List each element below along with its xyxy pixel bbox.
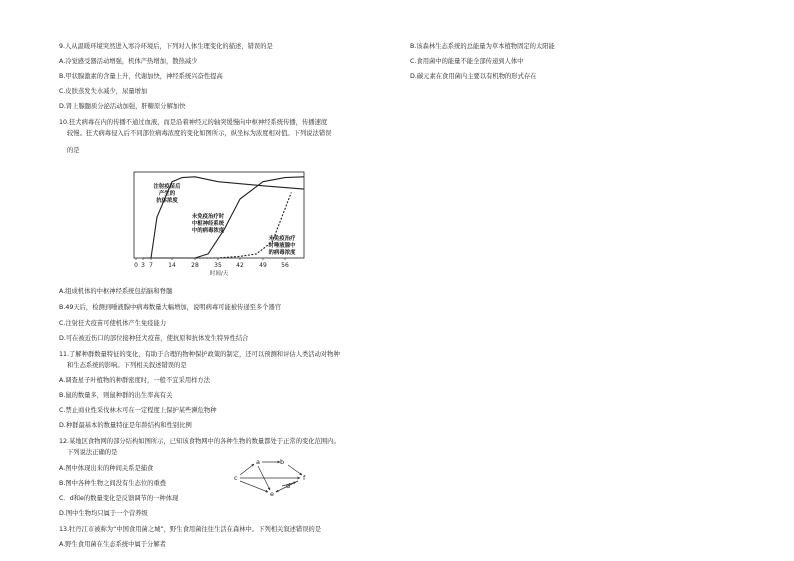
antibody-label: 抗体浓度: [156, 198, 178, 204]
q13-option-c: C.食用菌中的能量不能全部传递到人体中: [410, 58, 524, 65]
q13-stem: 13.牡丹江市被称为“中国食用菌之城”，野生食用菌往往生活在森林中。下列相关叙述错误的是: [59, 526, 322, 533]
saliva-virus-label: 时唾液腺中: [268, 243, 296, 249]
x-tick-label: 35: [214, 262, 222, 269]
q13-option-b: B.该森林生态系统的总能量为草本植物固定的太阳能: [410, 43, 555, 50]
q11-option-b: B.鼠的数量多，则鼠种群的出生率高有关: [59, 392, 173, 399]
x-tick-label: 7: [149, 262, 153, 269]
q12-option-d: D.图中生物均只属于一个营养级: [59, 510, 148, 517]
q10-stem-line1: 10.狂犬病毒在内的传播不通过血液，而是沿着神经元的轴突缓慢向中枢神经系统传播，传播速度: [59, 119, 328, 126]
q10-option-d: D.可在被近伤口的部位接种狂犬疫苗，使抗原和抗体发生特异性结合: [59, 335, 249, 342]
q10-option-a: A.组成机体的中枢神经系统包括脑和脊髓: [59, 288, 173, 295]
q12-option-c: C．d和e的数量变化是反馈调节的一种体现: [59, 495, 179, 502]
saliva-virus-label: 的病毒浓度: [268, 250, 296, 256]
x-tick-label: 0: [134, 262, 138, 269]
q11-option-a: A.调查星子叶植物的种群密度时，一般不宜采用样方法: [59, 377, 211, 384]
food-web-node-f: f: [303, 474, 306, 482]
saliva-virus-label: 未免疫治疗: [268, 236, 296, 242]
q10-option-c: C.注射狂犬疫苗可使机体产生免疫能力: [59, 320, 167, 327]
q12-option-b: B.图中各种生物之间没有生态位的重叠: [59, 480, 167, 487]
x-tick-label: 28: [191, 262, 199, 269]
x-tick-label: 3: [141, 262, 145, 269]
cns-virus-label: 中枢神经系统: [191, 221, 225, 227]
antibody-label: 注射疫苗后: [153, 184, 181, 190]
food-web-node-a: a: [256, 458, 260, 466]
q11-option-c: C.禁止商业性采伐林木可在一定程度上保护某些濒危物种: [59, 407, 217, 414]
q12-stem-line1: 12.某地区食物网的部分结构如图所示，已知该食物网中的各种生物的数量都处于正常的变化范围内。: [59, 438, 340, 445]
x-tick-label: 49: [259, 262, 267, 269]
q12-option-a: A.图中体现出来的种间关系是捕食: [59, 465, 154, 472]
q10-option-b: B.49天后，检测到唾液腺中病毒数量大幅增加，说明病毒可能被传递至多个器官: [59, 304, 282, 311]
q13-option-d: D.碳元素在食用菌内主要以有机物的形式存在: [410, 73, 537, 80]
antibody-label: 产生的: [158, 191, 176, 197]
q9-option-a: A.冷觉感受器活动增强，机体产热增加，散热减少: [59, 58, 198, 65]
q9-stem: 9.人从温暖环境突然进入寒冷环境后，下列对人体生理变化的描述，错误的是: [59, 43, 273, 50]
q9-option-d: D.肾上腺髓质分泌活动加强，肝糖原分解加快: [59, 103, 186, 110]
q9-option-b: B.甲状腺激素的含量上升，代谢加快，神经系统兴奋性提高: [59, 73, 223, 80]
food-web-node-d: d: [286, 482, 291, 490]
x-tick-label: 14: [168, 262, 176, 269]
q11-stem-line2: 和生态系统的影响。下列相关叙述错误的是: [67, 362, 187, 369]
food-web-node-b: b: [280, 458, 285, 466]
q9-option-c: C.皮肤蒸发失水减少，尿量增加: [59, 88, 148, 95]
cns-virus-label: 中的病毒浓度: [191, 228, 225, 234]
x-tick-label: 56: [281, 262, 289, 269]
q11-option-d: D.种群最基本的数量特征是年龄结构和性别比例: [59, 422, 192, 429]
q12-stem-line2: 下列说法正确的是: [67, 449, 118, 456]
food-web-node-e: e: [270, 490, 274, 498]
food-web-node-c: c: [234, 474, 238, 482]
q13-option-a: A.野生食用菌在生态系统中属于分解者: [59, 541, 166, 548]
q11-stem-line1: 11.了解种群数量特征的变化，有助于合理的物种保护政策的制定，还可以预测和评估人类活动对物种: [59, 351, 340, 358]
x-axis-label: 时间/天: [209, 271, 229, 277]
q10-stem-line2: 较慢。狂犬病毒侵入后不同部位病毒浓度的变化如图所示，纵坐标为浓度相对值。下列说法错误: [67, 130, 332, 137]
q10-stem-line3: 的是: [67, 147, 80, 154]
virus-concentration-chart: [122, 168, 312, 283]
food-web-diagram: [232, 454, 312, 500]
x-tick-label: 42: [236, 262, 244, 269]
cns-virus-label: 未免疫治疗时: [191, 214, 225, 220]
